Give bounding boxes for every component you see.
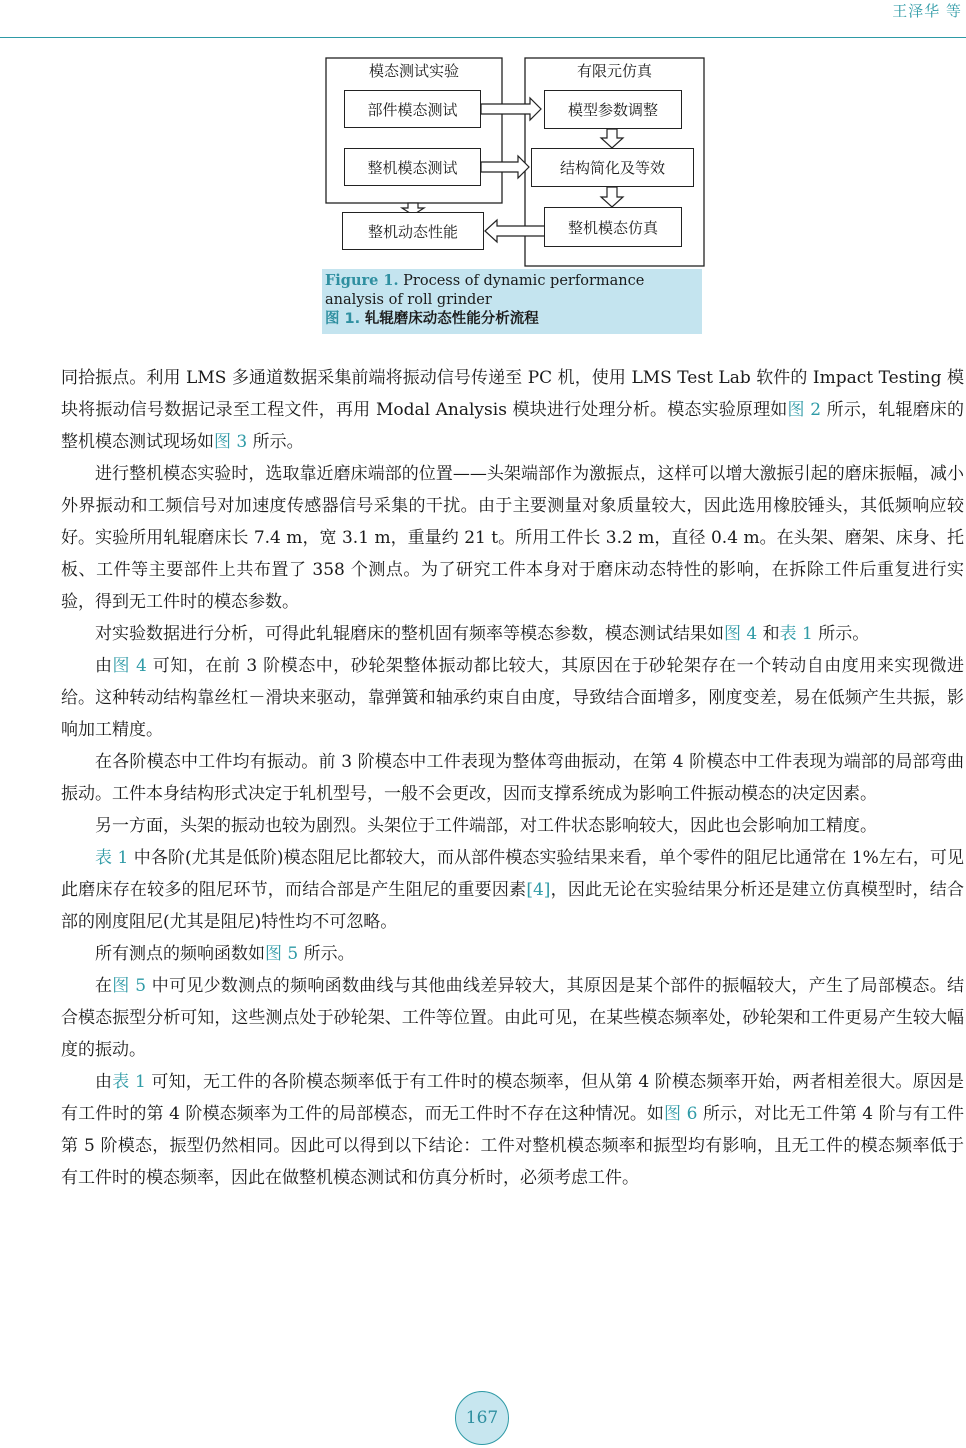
arrow-down-1 xyxy=(601,129,623,148)
ref-figure-6[interactable]: 图 6 xyxy=(664,1104,698,1124)
model-parameter-adjust-box: 模型参数调整 xyxy=(544,90,682,129)
text-run: 所示。 xyxy=(812,624,870,644)
text-run: 和 xyxy=(757,624,780,644)
header-author: 王泽华 等 xyxy=(892,2,962,20)
paragraph-7 xyxy=(61,842,964,938)
right-group-title: 有限元仿真 xyxy=(576,62,652,80)
ref-citation-4[interactable]: [4] xyxy=(526,880,551,900)
text-run: 中可见少数测点的频响函数曲线与其他曲线差异较大，其原因是某个部件的振幅较大，产生了局部模态。结合模态振型分析可知，这些测点处于砂轮架、工件等位置。由此可见，在某些模态频率处，砂轮架和工件更易产生较大幅度的振动。 xyxy=(61,976,964,1060)
ref-table-1[interactable]: 表 1 xyxy=(95,848,129,868)
paragraph-3 xyxy=(61,618,964,650)
arrow-down-2 xyxy=(601,187,623,207)
body-text xyxy=(61,362,964,1194)
ref-figure-2[interactable]: 图 2 xyxy=(787,400,822,420)
text-run: 中各阶(尤其是低阶)模态阻尼比都较大，而从部件模态实验结果来看，单个零件的阻尼比通常在 1%左右，可见此磨床存在较多的阻尼环节，而结合部是产生阻尼的重要因素 xyxy=(61,848,964,900)
paragraph-1 xyxy=(61,362,964,458)
machine-modal-sim-box: 整机模态仿真 xyxy=(544,207,682,247)
figure-1-caption xyxy=(322,269,702,334)
text-run: 所示。 xyxy=(298,944,355,964)
text-run: 对实验数据进行分析，可得此轧辊磨床的整机固有频率等模态参数，模态测试结果如 xyxy=(95,624,724,644)
arrow-right-2 xyxy=(481,156,529,178)
header-rule xyxy=(0,37,966,38)
text-run: 由 xyxy=(95,656,113,676)
machine-modal-test-box: 整机模态测试 xyxy=(344,148,481,186)
ref-figure-5[interactable]: 图 5 xyxy=(265,944,299,964)
paragraph-5: 在各阶模态中工件均有振动。前 3 阶模态中工件表现为整体弯曲振动，在第 4 阶模态中工件表现为端部的局部弯曲振动。工件本身结构形式决定于轧机型号，一般不会更改，因而支撑系统成为影响工件振动模态的决定因素。 xyxy=(61,752,964,804)
text-run: 所有测点的频响函数如 xyxy=(95,944,265,964)
paragraph-6: 另一方面，头架的振动也较为剧烈。头架位于工件端部，对工件状态影响较大，因此也会影响加工精度。 xyxy=(95,816,877,836)
text-run: 所示，轧辊磨床的整机模态测试现场如 xyxy=(61,400,964,452)
machine-dynamic-performance-box: 整机动态性能 xyxy=(342,212,484,250)
text-run: ，因此无论在实验结果分析还是建立仿真模型时，结合部的刚度阻尼(尤其是阻尼)特性均不可忽略。 xyxy=(61,880,965,932)
arrow-left-1 xyxy=(485,220,547,242)
arrow-right-1 xyxy=(481,98,541,120)
ref-table-1[interactable]: 表 1 xyxy=(112,1072,146,1092)
component-modal-test-box: 部件模态测试 xyxy=(344,90,481,128)
paragraph-10 xyxy=(61,1066,964,1194)
caption-label-en: Figure 1. xyxy=(325,272,399,289)
text-run: 由 xyxy=(95,1072,113,1092)
text-run: 可知，无工件的各阶模态频率低于有工件时的模态频率，但从第 4 阶模态频率开始，两者相差很大。原因是有工件时的第 4 阶模态频率为工件的局部模态，而无工件时不存在这种情况。如 xyxy=(61,1072,964,1124)
ref-figure-4[interactable]: 图 4 xyxy=(724,624,758,644)
text-run: 所示。 xyxy=(247,432,304,452)
ref-table-1[interactable]: 表 1 xyxy=(779,624,813,644)
caption-text-en: Process of dynamic performance analysis of roll grinder xyxy=(325,273,645,308)
structure-simplify-box: 结构简化及等效 xyxy=(531,148,694,187)
paragraph-8 xyxy=(61,938,964,970)
text-run: 在 xyxy=(95,976,113,996)
text-run: 可知，在前 3 阶模态中，砂轮架整体振动都比较大，其原因在于砂轮架存在一个转动自由度用来实现微进给。这种转动结构靠丝杠－滑块来驱动，靠弹簧和轴承约束自由度，导致结合面增多，刚度变差，易在低频产生共振，影响加工精度。 xyxy=(61,656,964,740)
ref-figure-5[interactable]: 图 5 xyxy=(112,976,147,996)
left-group-title: 模态测试实验 xyxy=(368,62,459,80)
figure-1-flowchart xyxy=(320,54,710,270)
page-number-badge: 167 xyxy=(455,1391,509,1445)
paragraph-9 xyxy=(61,970,964,1066)
paragraph-4 xyxy=(61,650,964,746)
text-run: 同拾振点。利用 LMS 多通道数据采集前端将振动信号传递至 PC 机，使用 LMS Test Lab 软件的 Impact Testing 模块将振动信号数据记录至工程文件，再用 Modal Analysis 模块进行处理分析。模态实验原理如 xyxy=(61,368,964,420)
ref-figure-3[interactable]: 图 3 xyxy=(214,432,248,452)
caption-text-zh: 轧辊磨床动态性能分析流程 xyxy=(364,311,539,327)
paragraph-2: 进行整机模态实验时，选取靠近磨床端部的位置——头架端部作为激振点，这样可以增大激振引起的磨床振幅，减小外界振动和工频信号对加速度传感器信号采集的干扰。由于主要测量对象质量较大，因此选用橡胶锤头，其低频响应较好。实验所用轧辊磨床长 7.4 m，宽 3.1 m，重量约 21 t。所用工件长 3.2 m，直径 0.4 m。在头架、磨架、床身、托板、工件等主要部件上共布置了 358 个测点。为了研究工件本身对于磨床动态特性的影响，在拆除工件后重复进行实验，得到无工件时的模态参数。 xyxy=(61,464,964,612)
caption-label-zh: 图 1. xyxy=(325,311,361,327)
text-run: 所示，对比无工件第 4 阶与有工件第 5 阶模态，振型仍然相同。因此可以得到以下结论：工件对整机模态频率和振型均有影响，且无工件的模态频率低于有工件时的模态频率，因此在做整机模态测试和仿真分析时，必须考虑工件。 xyxy=(61,1104,964,1188)
ref-figure-4[interactable]: 图 4 xyxy=(112,656,147,676)
